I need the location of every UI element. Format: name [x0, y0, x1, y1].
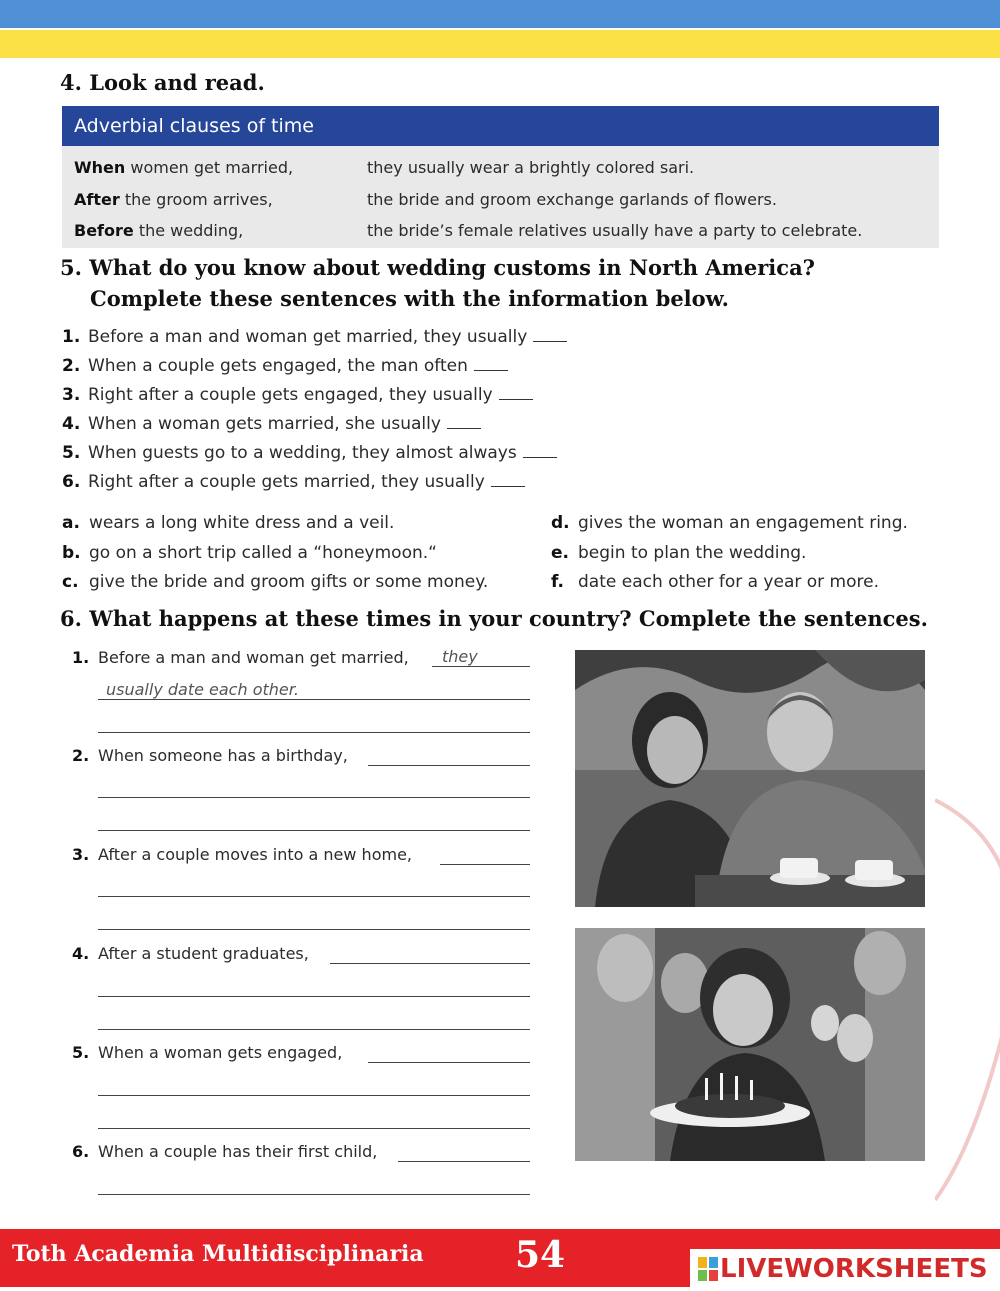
answer-blank[interactable]: [491, 486, 525, 487]
answer-line[interactable]: [98, 732, 530, 733]
item-text: After a student graduates,: [98, 944, 309, 963]
handwritten-answer: usually date each other.: [106, 680, 299, 699]
grammar-box: [62, 106, 939, 248]
option-letter: a.: [62, 513, 80, 533]
grammar-row-clause: the wedding,: [133, 221, 244, 240]
answer-line[interactable]: [98, 797, 530, 798]
ex5-option: [551, 513, 908, 533]
grammar-row: [74, 190, 273, 209]
answer-line[interactable]: [368, 765, 530, 766]
ex6-item: [72, 845, 412, 864]
grammar-row-keyword: After: [74, 190, 120, 209]
ex5-question: [62, 356, 508, 376]
ex5-question: [62, 443, 557, 463]
answer-line[interactable]: [98, 929, 530, 930]
question-text: When guests go to a wedding, they almost always: [88, 443, 517, 463]
exercise-4-title: 4. Look and read.: [60, 70, 265, 95]
grammar-row-result: they usually wear a brightly colored sari.: [367, 158, 695, 177]
birthday-photo-illustration: [575, 928, 925, 1161]
liveworksheets-logo-icon: [698, 1257, 718, 1281]
option-letter: c.: [62, 572, 79, 592]
item-number: 2.: [72, 746, 90, 765]
grammar-row-result: the bride and groom exchange garlands of flowers.: [367, 190, 777, 209]
answer-line[interactable]: [98, 1194, 530, 1195]
top-yellow-bar: [0, 30, 1000, 58]
question-text: When a couple gets engaged, the man often: [88, 356, 468, 376]
answer-blank[interactable]: [447, 428, 481, 429]
item-text: When a woman gets engaged,: [98, 1043, 343, 1062]
answer-line[interactable]: [98, 1029, 530, 1030]
exercise-6-title: 6. What happens at these times in your country? Complete the sentences.: [60, 606, 928, 631]
footer-title: Toth Academia Multidisciplinaria: [12, 1241, 424, 1267]
grammar-row-result: the bride’s female relatives usually have a party to celebrate.: [367, 221, 863, 240]
option-text: date each other for a year or more.: [578, 572, 879, 592]
question-text: When a woman gets married, she usually: [88, 414, 441, 434]
answer-line[interactable]: [398, 1161, 530, 1162]
option-text: gives the woman an engagement ring.: [578, 513, 908, 533]
option-text: give the bride and groom gifts or some money.: [89, 572, 489, 592]
question-text: Before a man and woman get married, they usually: [88, 327, 528, 347]
liveworksheets-logo-box[interactable]: [690, 1249, 1000, 1287]
option-text: wears a long white dress and a veil.: [89, 513, 395, 533]
page-number: 54: [515, 1234, 566, 1276]
item-text: When a couple has their first child,: [98, 1142, 378, 1161]
option-letter: b.: [62, 543, 81, 563]
grammar-row: [74, 221, 243, 240]
footer: [0, 1229, 1000, 1291]
decorative-arc: [935, 795, 1000, 1205]
ex5-question: [62, 414, 481, 434]
grammar-row-clause: the groom arrives,: [119, 190, 273, 209]
ex5-option: [62, 572, 488, 592]
ex5-option: [551, 543, 806, 563]
answer-line[interactable]: [98, 996, 530, 997]
answer-line[interactable]: [368, 1062, 530, 1063]
question-number: 1.: [62, 327, 81, 347]
exercise-5-title: 5. What do you know about wedding customs in North America?: [60, 255, 815, 280]
question-number: 4.: [62, 414, 81, 434]
exercise-5-instruction: Complete these sentences with the information below.: [90, 286, 729, 311]
top-blue-bar: [0, 0, 1000, 28]
ex6-item: [72, 1043, 342, 1062]
answer-line[interactable]: [432, 666, 530, 667]
grammar-row-keyword: Before: [74, 221, 134, 240]
ex5-question: [62, 327, 567, 347]
grammar-row-clause: women get married,: [125, 158, 294, 177]
grammar-row-keyword: When: [74, 158, 126, 177]
option-text: go on a short trip called a “honeymoon.“: [89, 543, 437, 563]
question-number: 2.: [62, 356, 81, 376]
answer-line[interactable]: [98, 896, 530, 897]
item-number: 4.: [72, 944, 90, 963]
option-text: begin to plan the wedding.: [578, 543, 807, 563]
ex6-item: [72, 648, 409, 667]
item-text: After a couple moves into a new home,: [98, 845, 412, 864]
ex6-item: [72, 1142, 377, 1161]
answer-line[interactable]: [98, 699, 530, 700]
answer-line[interactable]: [98, 1095, 530, 1096]
ex5-question: [62, 472, 525, 492]
item-number: 5.: [72, 1043, 90, 1062]
answer-line[interactable]: [440, 864, 530, 865]
couple-photo: [575, 650, 925, 907]
answer-blank[interactable]: [499, 399, 533, 400]
handwritten-answer: they: [442, 647, 478, 666]
question-number: 5.: [62, 443, 81, 463]
item-text: When someone has a birthday,: [98, 746, 348, 765]
item-text: Before a man and woman get married,: [98, 648, 409, 667]
option-letter: e.: [551, 543, 569, 563]
grammar-row: [74, 158, 293, 177]
ex6-item: [72, 746, 348, 765]
item-number: 1.: [72, 648, 90, 667]
ex5-option: [62, 543, 437, 563]
question-text: Right after a couple gets married, they usually: [88, 472, 485, 492]
answer-line[interactable]: [330, 963, 530, 964]
option-letter: d.: [551, 513, 570, 533]
birthday-photo: [575, 928, 925, 1161]
answer-blank[interactable]: [474, 370, 508, 371]
ex6-item: [72, 944, 309, 963]
liveworksheets-brand: LIVEWORKSHEETS: [720, 1254, 988, 1284]
question-number: 3.: [62, 385, 81, 405]
question-number: 6.: [62, 472, 81, 492]
grammar-box-header: Adverbial clauses of time: [62, 106, 939, 146]
answer-line[interactable]: [98, 1128, 530, 1129]
item-number: 3.: [72, 845, 90, 864]
option-letter: f.: [551, 572, 564, 592]
answer-blank[interactable]: [523, 457, 557, 458]
question-text: Right after a couple gets engaged, they usually: [88, 385, 493, 405]
answer-line[interactable]: [98, 830, 530, 831]
answer-blank[interactable]: [533, 341, 567, 342]
ex5-question: [62, 385, 533, 405]
ex5-option: [62, 513, 394, 533]
item-number: 6.: [72, 1142, 90, 1161]
ex5-option: [551, 572, 879, 592]
couple-photo-illustration: [575, 650, 925, 907]
